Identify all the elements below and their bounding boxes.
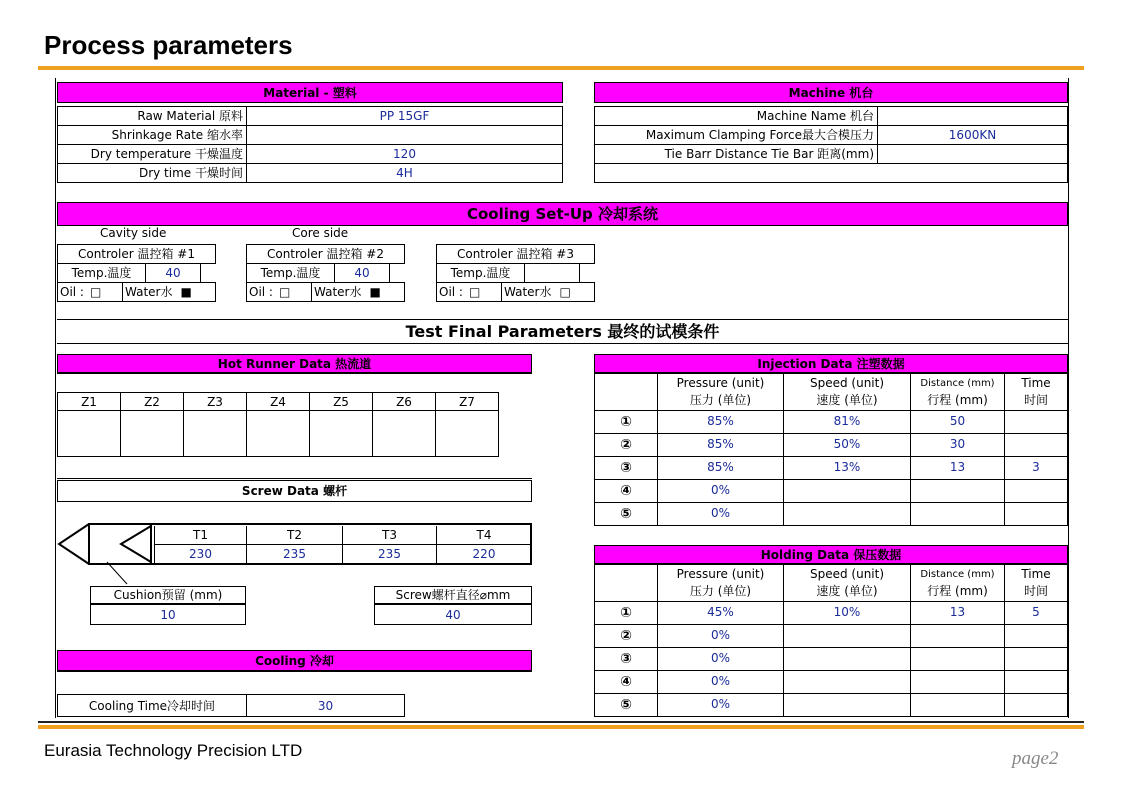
injection-step: ②	[594, 433, 658, 457]
holding-time-value	[1004, 693, 1068, 717]
screw-temp-value: 235	[342, 544, 437, 563]
column-header-en: Distance (mm)	[920, 378, 995, 389]
bottom-rule	[38, 725, 1084, 729]
material-value	[246, 125, 563, 145]
test-final-bar	[57, 319, 1068, 344]
material-value: 4H	[246, 163, 563, 183]
screw-header: Screw Data 螺杆	[57, 480, 532, 502]
holding-step: ⑤	[594, 693, 658, 717]
controller-water	[311, 282, 405, 302]
screw-temp-label: T1	[154, 526, 247, 545]
holding-column-header	[910, 564, 1005, 602]
machine-value: 1600KN	[877, 125, 1068, 145]
column-header-en: Speed (unit)	[809, 567, 885, 581]
zone-header: Z4	[246, 392, 310, 411]
controller-oil	[436, 282, 502, 302]
zone-header: Z2	[120, 392, 184, 411]
controller-water	[501, 282, 595, 302]
screw-diameter-label: Screw螺杆直径⌀mm	[374, 586, 532, 604]
zone-header: Z6	[372, 392, 436, 411]
test-final-header: Test Final Parameters 最终的试模条件	[405, 322, 720, 341]
footer-company: Eurasia Technology Precision LTD	[44, 741, 303, 760]
column-header-cn: 行程 (mm)	[927, 584, 988, 598]
injection-step: ①	[594, 410, 658, 434]
controller-temp-label: Temp.温度	[436, 263, 525, 283]
controller-temp-value: 40	[145, 263, 201, 283]
zone-value	[435, 410, 499, 457]
material-label: Dry time 干燥时间	[57, 163, 247, 183]
holding-time-value	[1004, 647, 1068, 671]
controller-temp-label: Temp.温度	[246, 263, 335, 283]
injection-distance-value	[910, 502, 1005, 526]
cooling-time-value: 30	[246, 694, 405, 717]
column-header-en: Speed (unit)	[809, 376, 885, 390]
machine-blank-row	[594, 163, 1068, 183]
holding-speed-value: 10%	[783, 601, 911, 625]
column-header-en: Time	[1021, 567, 1051, 581]
injection-speed-value: 81%	[783, 410, 911, 434]
injection-speed-value: 50%	[783, 433, 911, 457]
water-label: Water水	[504, 285, 552, 299]
injection-speed-value	[783, 502, 911, 526]
injection-step: ③	[594, 456, 658, 480]
screw-temp-label: T4	[436, 526, 532, 545]
oil-checkbox: □	[468, 285, 481, 299]
cooling-setup-header: Cooling Set-Up 冷却系统	[57, 202, 1068, 226]
holding-speed-value	[783, 624, 911, 648]
zone-value	[120, 410, 184, 457]
screw-temp-value: 220	[436, 544, 532, 563]
holding-speed-value	[783, 693, 911, 717]
column-header-cn: 时间	[1023, 393, 1048, 407]
column-header-en: Pressure (unit)	[676, 376, 765, 390]
machine-value	[877, 144, 1068, 164]
oil-label: Oil :	[249, 285, 273, 299]
holding-pressure-value: 0%	[657, 693, 784, 717]
holding-time-value	[1004, 624, 1068, 648]
injection-distance-value: 50	[910, 410, 1005, 434]
zone-value	[309, 410, 373, 457]
holding-column-header	[1004, 564, 1068, 602]
holding-speed-value	[783, 670, 911, 694]
column-header-cn: 时间	[1023, 584, 1048, 598]
controller-oil	[246, 282, 312, 302]
water-label: Water水	[125, 285, 173, 299]
cushion-pointer	[107, 562, 127, 584]
zone-value	[372, 410, 436, 457]
cooling-header: Cooling 冷却	[57, 650, 532, 671]
material-value: PP 15GF	[246, 106, 563, 126]
injection-column-header	[910, 373, 1005, 411]
holding-distance-value	[910, 647, 1005, 671]
holding-time-value: 5	[1004, 601, 1068, 625]
injection-pressure-value: 0%	[657, 502, 784, 526]
holding-pressure-value: 45%	[657, 601, 784, 625]
material-label: Shrinkage Rate 缩水率	[57, 125, 247, 145]
zone-header: Z5	[309, 392, 373, 411]
controller-oil	[57, 282, 123, 302]
bottom-rule-dark	[38, 721, 1084, 723]
column-header-cn: 速度 (单位)	[816, 584, 878, 598]
holding-distance-value	[910, 693, 1005, 717]
injection-column-header	[1004, 373, 1068, 411]
screw-diameter-value: 40	[374, 604, 532, 625]
cushion-value: 10	[90, 604, 246, 625]
holding-speed-value	[783, 647, 911, 671]
injection-time-value	[1004, 502, 1068, 526]
holding-header: Holding Data 保压数据	[594, 545, 1068, 564]
holding-pressure-value: 0%	[657, 624, 784, 648]
holding-pressure-value: 0%	[657, 647, 784, 671]
machine-header: Machine 机台	[594, 82, 1068, 103]
material-value: 120	[246, 144, 563, 164]
oil-label: Oil :	[439, 285, 463, 299]
column-header-cn: 压力 (单位)	[689, 393, 752, 407]
controller-name: Controler 温控箱 #1	[57, 244, 216, 264]
water-checkbox: □	[559, 285, 571, 299]
zone-value	[183, 410, 247, 457]
holding-column-header	[783, 564, 911, 602]
injection-pressure-value: 0%	[657, 479, 784, 503]
screw-temp-value: 235	[246, 544, 343, 563]
injection-speed-value: 13%	[783, 456, 911, 480]
holding-column-header	[657, 564, 784, 602]
column-header-en: Distance (mm)	[920, 569, 995, 580]
injection-step: ⑤	[594, 502, 658, 526]
injection-column-header	[657, 373, 784, 411]
material-header: Material - 塑料	[57, 82, 563, 103]
material-label: Dry temperature 干燥温度	[57, 144, 247, 164]
screw-flight	[121, 526, 151, 562]
injection-speed-value	[783, 479, 911, 503]
page-number: page2	[1012, 748, 1059, 769]
zone-value	[57, 410, 121, 457]
zone-header: Z3	[183, 392, 247, 411]
controller-temp-value: 40	[334, 263, 390, 283]
controller-name: Controler 温控箱 #3	[436, 244, 595, 264]
holding-step: ③	[594, 647, 658, 671]
injection-step: ④	[594, 479, 658, 503]
zone-header: Z1	[57, 392, 121, 411]
holding-step: ④	[594, 670, 658, 694]
water-checkbox: ■	[369, 285, 381, 299]
column-header-cn: 速度 (单位)	[816, 393, 878, 407]
injection-time-value	[1004, 433, 1068, 457]
hot-runner-header: Hot Runner Data 热流道	[57, 354, 532, 373]
water-checkbox: ■	[180, 285, 192, 299]
page-title: Process parameters	[44, 30, 293, 60]
injection-pressure-value: 85%	[657, 410, 784, 434]
column-header-cn: 压力 (单位)	[689, 584, 752, 598]
injection-distance-value: 13	[910, 456, 1005, 480]
zone-value	[246, 410, 310, 457]
cooling-time-label: Cooling Time冷却时间	[57, 694, 247, 717]
machine-label: Maximum Clamping Force最大合模压力	[594, 125, 878, 145]
screw-temp-label: T2	[246, 526, 343, 545]
injection-pressure-value: 85%	[657, 456, 784, 480]
injection-time-value	[1004, 479, 1068, 503]
cushion-label: Cushion预留 (mm)	[90, 586, 246, 604]
oil-label: Oil :	[60, 285, 84, 299]
holding-step: ②	[594, 624, 658, 648]
oil-checkbox: □	[278, 285, 291, 299]
injection-distance-value: 30	[910, 433, 1005, 457]
oil-checkbox: □	[89, 285, 102, 299]
holding-step: ①	[594, 601, 658, 625]
injection-header-blank	[594, 373, 658, 411]
column-header-en: Pressure (unit)	[676, 567, 765, 581]
injection-pressure-value: 85%	[657, 433, 784, 457]
holding-distance-value: 13	[910, 601, 1005, 625]
injection-column-header	[783, 373, 911, 411]
controller-temp-label: Temp.温度	[57, 263, 146, 283]
machine-label: Machine Name 机台	[594, 106, 878, 126]
controller-name: Controler 温控箱 #2	[246, 244, 405, 264]
holding-header-blank	[594, 564, 658, 602]
material-label: Raw Material 原料	[57, 106, 247, 126]
screw-tip	[59, 524, 89, 564]
controller-temp-value	[524, 263, 580, 283]
core-side-label: Core side	[292, 226, 349, 240]
injection-time-value: 3	[1004, 456, 1068, 480]
holding-distance-value	[910, 624, 1005, 648]
cavity-side-label: Cavity side	[100, 226, 167, 240]
holding-pressure-value: 0%	[657, 670, 784, 694]
machine-value	[877, 106, 1068, 126]
column-header-cn: 行程 (mm)	[927, 393, 988, 407]
top-rule	[38, 66, 1084, 70]
zone-header: Z7	[435, 392, 499, 411]
water-label: Water水	[314, 285, 362, 299]
screw-temp-label: T3	[342, 526, 437, 545]
holding-time-value	[1004, 670, 1068, 694]
machine-label: Tie Barr Distance Tie Bar 距离(mm)	[594, 144, 878, 164]
column-header-en: Time	[1021, 376, 1051, 390]
injection-time-value	[1004, 410, 1068, 434]
controller-water	[122, 282, 216, 302]
holding-distance-value	[910, 670, 1005, 694]
injection-distance-value	[910, 479, 1005, 503]
injection-header: Injection Data 注塑数据	[594, 354, 1068, 373]
screw-temp-value: 230	[154, 544, 247, 563]
